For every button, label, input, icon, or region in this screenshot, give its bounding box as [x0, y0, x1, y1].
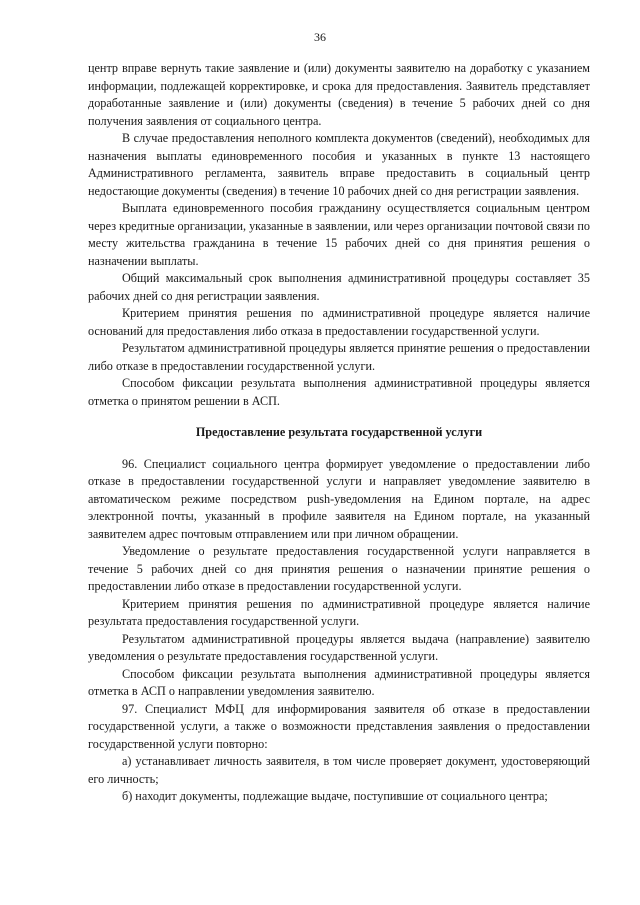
section-heading: Предоставление результата государственной услуги: [195, 425, 483, 439]
paragraph: 96. Специалист социального центра формирует уведомление о предоставлении либо отказе в предоставлении государственной услуги и направляет уведомление заявителю в автоматическом режиме посредством push-уведомления на Едином портале, на адрес электронной почты, указанный в профиле заявителя на Едином портале, на указанный заявителем адрес почтовым отправлением или при личном обращении.: [88, 456, 590, 541]
paragraph: б) находит документы, подлежащие выдаче, поступившие от социального центра;: [122, 789, 548, 803]
document-body: [88, 60, 590, 806]
paragraph: Выплата единовременного пособия гражданину осуществляется социальным центром через кредитные организации, указанные в заявлении, или через организации почтовой связи по месту жительства гражданина в течение 15 рабочих дней со дня принятия решения о назначении выплаты.: [88, 201, 590, 268]
paragraph: Критерием принятия решения по административной процедуре является наличие результата предоставления государственной услуги.: [88, 596, 590, 628]
paragraph: Способом фиксации результата выполнения административной процедуры является отметка о принятом решении в АСП.: [88, 376, 590, 408]
paragraph: Критерием принятия решения по административной процедуре является наличие оснований для предоставления либо отказа в предоставлении государственной услуги.: [88, 306, 590, 338]
paragraph: Уведомление о результате предоставления государственной услуги направляется в течение 5 рабочих дней со дня принятия решения о назначении принятие решения о предоставлении либо отказе в предоставлении государственной услуги.: [88, 544, 590, 593]
paragraph: 97. Специалист МФЦ для информирования заявителя об отказе в предоставлении государственной услуги, а также о возможности представления заявления о предоставлении государственной услуги повторно:: [88, 701, 590, 751]
paragraph: Результатом административной процедуры является выдача (направление) заявителю уведомления о результате предоставления государственной услуги.: [88, 631, 590, 663]
paragraph: В случае предоставления неполного комплекта документов (сведений), необходимых для назначения выплаты единовременного пособия и указанных в пункте 13 настоящего Административного регламента, заявитель вправе предоставить в социальный центр недостающие документы (сведения) в течение 10 рабочих дней со дня регистрации заявления.: [88, 131, 590, 198]
paragraph: Результатом административной процедуры является принятие решения о предоставлении либо отказе в предоставлении государственной услуги.: [88, 341, 590, 373]
paragraph: а) устанавливает личность заявителя, в том числе проверяет документ, удостоверяющий его личность;: [88, 754, 590, 786]
paragraph: Общий максимальный срок выполнения административной процедуры составляет 35 рабочих дней со дня регистрации заявления.: [88, 271, 590, 303]
paragraph: Способом фиксации результата выполнения административной процедуры является отметка в АСП о направлении уведомления заявителю.: [88, 666, 590, 698]
paragraph: центр вправе вернуть такие заявление и (или) документы заявителю на доработку с указанием информации, подлежащей корректировке, и срока для предоставления. Заявитель представляет доработанные заявление и (или) документы (сведения) в течение 5 рабочих дней со дня получения заявления от социального центра.: [88, 61, 590, 128]
page-number: 36: [314, 30, 326, 44]
